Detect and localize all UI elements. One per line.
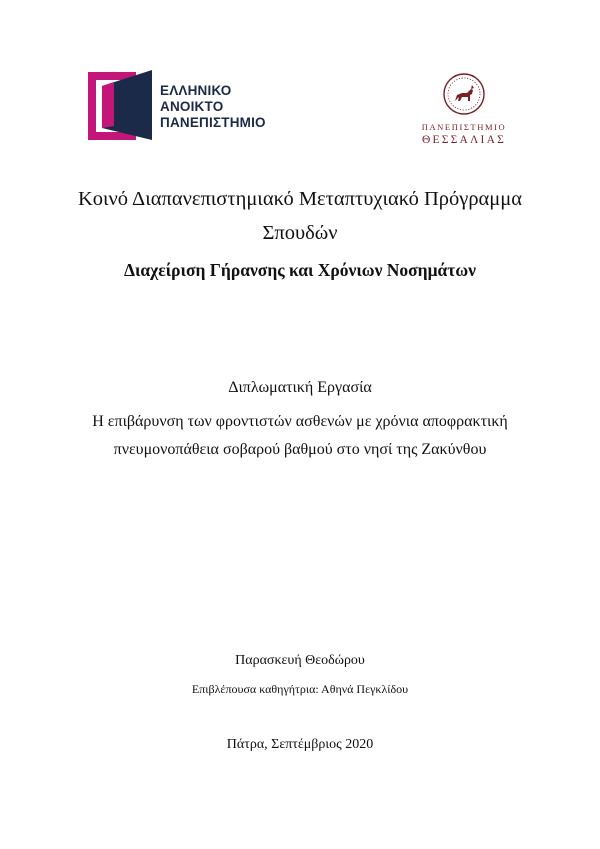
- hou-logo-line: ΕΛΛΗΝΙΚΟ: [160, 83, 232, 98]
- program-name-line-1: Κοινό Διαπανεπιστημιακό Μεταπτυχιακό Πρόγραμμα: [77, 188, 523, 210]
- program-name: [40, 182, 560, 250]
- supervisor: Επιβλέπουσα καθηγήτρια: Αθηνά Πεγκλίδου: [191, 682, 409, 696]
- hou-emblem-icon: [88, 70, 152, 140]
- thesis-title-line-1: Η επιβάρυνση των φροντιστών ασθενών με χρόνια αποφρακτική: [92, 413, 508, 430]
- thessaly-logo-line-2: ΘΕΣΣΑΛΙΑΣ: [422, 134, 506, 146]
- place-date: Πάτρα, Σεπτέμβριος 2020: [226, 737, 374, 752]
- program-name-line-2: Σπουδών: [262, 222, 338, 244]
- university-of-thessaly-logo: [408, 72, 520, 150]
- thessaly-seal-icon: [442, 72, 486, 116]
- author-name: Παρασκευή Θεοδώρου: [235, 653, 365, 668]
- thesis-type: Διπλωματική Εργασία: [228, 379, 372, 396]
- thessaly-logo-text: [408, 122, 520, 147]
- hellenic-open-university-logo: [88, 70, 278, 140]
- thessaly-logo-line-1: ΠΑΝΕΠΙΣΤΗΜΙΟ: [421, 122, 507, 132]
- thesis-title: [40, 408, 560, 464]
- hou-logo-text: [160, 83, 266, 131]
- thesis-title-line-2: πνευμονοπάθεια σοβαρού βαθμού στο νησί της Ζακύνθου: [113, 441, 487, 458]
- hou-logo-line: ΑΝΟΙΚΤΟ: [160, 99, 224, 114]
- hou-logo-line: ΠΑΝΕΠΙΣΤΗΜΙΟ: [160, 115, 266, 130]
- program-track: Διαχείριση Γήρανσης και Χρόνιων Νοσημάτων: [124, 260, 476, 280]
